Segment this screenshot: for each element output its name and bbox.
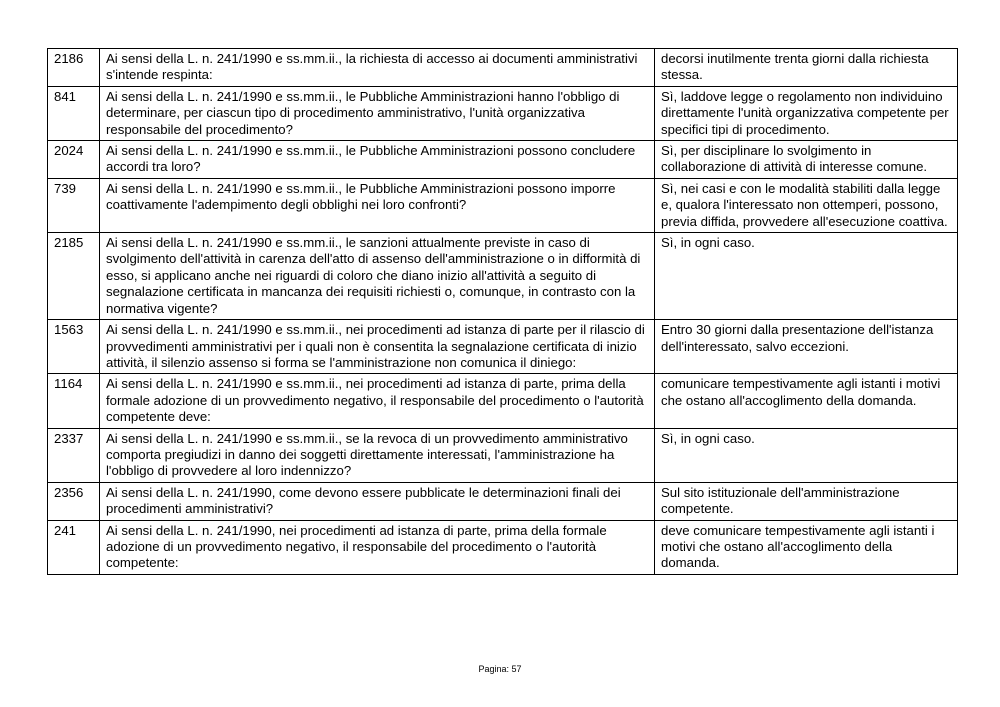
answer-text: decorsi inutilmente trenta giorni dalla richiesta stessa. — [655, 49, 958, 87]
answer-text: Sì, in ogni caso. — [655, 233, 958, 320]
question-text: Ai sensi della L. n. 241/1990 e ss.mm.ii., le Pubbliche Amministrazioni possono concludere accordi tra loro? — [100, 141, 655, 179]
table-row — [48, 374, 958, 428]
question-id: 1164 — [48, 374, 100, 428]
question-text: Ai sensi della L. n. 241/1990 e ss.mm.ii., le Pubbliche Amministrazioni possono imporre coattivamente l'adempimento degli obblighi nei loro confronti? — [100, 178, 655, 232]
table-row — [48, 320, 958, 374]
question-text: Ai sensi della L. n. 241/1990 e ss.mm.ii., se la revoca di un provvedimento amministrativo comporta pregiudizi in danno dei soggetti direttamente interessati, l'amministrazione ha l'obbligo di provvedere al loro indennizzo? — [100, 428, 655, 482]
answer-text: deve comunicare tempestivamente agli istanti i motivi che ostano all'accoglimento della domanda. — [655, 520, 958, 574]
table-row — [48, 49, 958, 87]
question-text: Ai sensi della L. n. 241/1990 e ss.mm.ii., nei procedimenti ad istanza di parte per il rilascio di provvedimenti amministrativi per i quali non è consentita la segnalazione certificata di inizio attività, il silenzio assenso si forma se l'amministrazione non comunica il diniego: — [100, 320, 655, 374]
answer-text: Sì, in ogni caso. — [655, 428, 958, 482]
table-row — [48, 141, 958, 179]
question-id: 2024 — [48, 141, 100, 179]
table-row — [48, 520, 958, 574]
question-text: Ai sensi della L. n. 241/1990, come devono essere pubblicate le determinazioni finali dei procedimenti amministrativi? — [100, 482, 655, 520]
quiz-table-body — [48, 49, 958, 575]
answer-text: Sì, laddove legge o regolamento non individuino direttamente l'unità organizzativa competente per specifici tipi di procedimento. — [655, 86, 958, 140]
question-text: Ai sensi della L. n. 241/1990 e ss.mm.ii., le sanzioni attualmente previste in caso di svolgimento dell'attività in carenza dell'atto di assenso dell'amministrazione o in difformità di esso, si applicano anche nei riguardi di coloro che diano inizio all'attività a seguito di segnalazione certificata in mancanza dei requisiti richiesti o, comunque, in contrasto con la normativa vigente? — [100, 233, 655, 320]
question-id: 1563 — [48, 320, 100, 374]
question-text: Ai sensi della L. n. 241/1990, nei procedimenti ad istanza di parte, prima della formale adozione di un provvedimento negativo, il responsabile del procedimento o l'autorità competente: — [100, 520, 655, 574]
question-id: 2337 — [48, 428, 100, 482]
answer-text: comunicare tempestivamente agli istanti i motivi che ostano all'accoglimento della domanda. — [655, 374, 958, 428]
table-row — [48, 86, 958, 140]
answer-text: Sì, per disciplinare lo svolgimento in collaborazione di attività di interesse comune. — [655, 141, 958, 179]
table-row — [48, 428, 958, 482]
answer-text: Sul sito istituzionale dell'amministrazione competente. — [655, 482, 958, 520]
answer-text: Entro 30 giorni dalla presentazione dell'istanza dell'interessato, salvo eccezioni. — [655, 320, 958, 374]
question-text: Ai sensi della L. n. 241/1990 e ss.mm.ii., le Pubbliche Amministrazioni hanno l'obbligo di determinare, per ciascun tipo di procedimento amministrativo, l'unità organizzativa responsabile del procedimento? — [100, 86, 655, 140]
question-id: 2186 — [48, 49, 100, 87]
table-row — [48, 233, 958, 320]
table-row — [48, 178, 958, 232]
page-number: Pagina: 57 — [478, 664, 522, 674]
answer-text: Sì, nei casi e con le modalità stabiliti dalla legge e, qualora l'interessato non ottemperi, possono, previa diffida, provvedere all'esecuzione coattiva. — [655, 178, 958, 232]
question-id: 241 — [48, 520, 100, 574]
quiz-table — [47, 48, 958, 575]
question-id: 841 — [48, 86, 100, 140]
question-text: Ai sensi della L. n. 241/1990 e ss.mm.ii., nei procedimenti ad istanza di parte, prima della formale adozione di un provvedimento negativo, il responsabile del procedimento o l'autorità competente deve: — [100, 374, 655, 428]
question-id: 2356 — [48, 482, 100, 520]
question-id: 2185 — [48, 233, 100, 320]
question-text: Ai sensi della L. n. 241/1990 e ss.mm.ii., la richiesta di accesso ai documenti amministrativi s'intende respinta: — [100, 49, 655, 87]
question-id: 739 — [48, 178, 100, 232]
table-row — [48, 482, 958, 520]
